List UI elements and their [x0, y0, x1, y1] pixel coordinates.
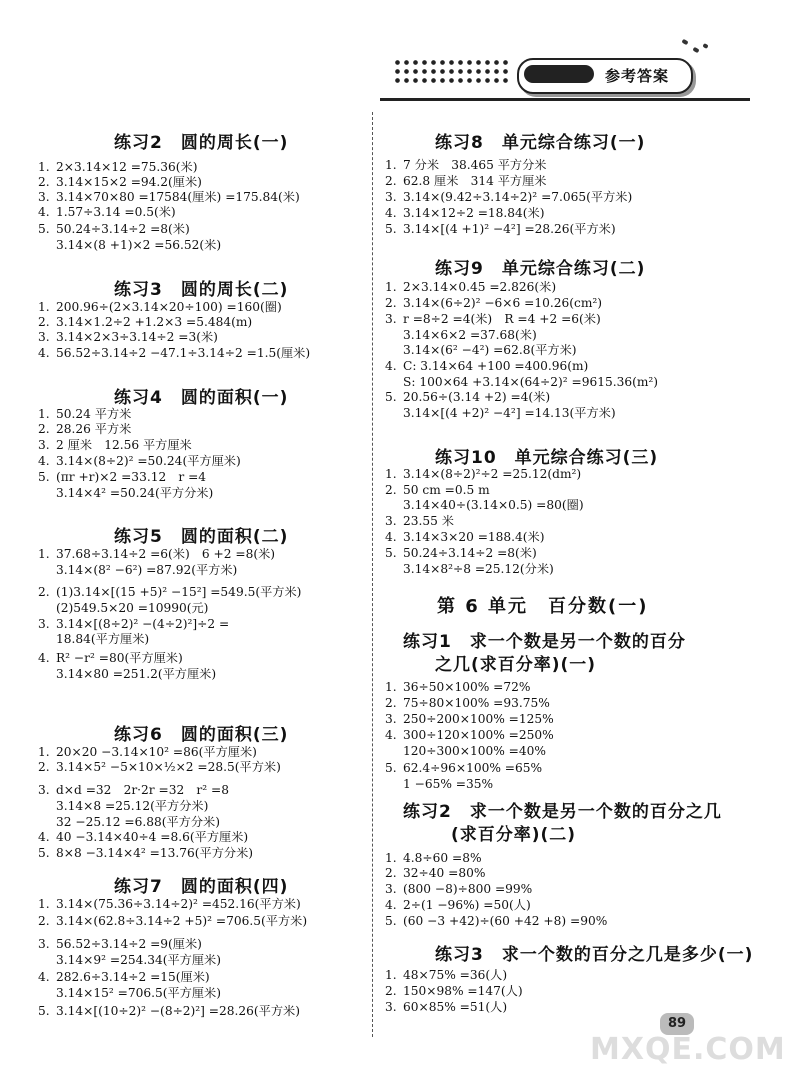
answer-line — [38, 914, 307, 929]
answer-text: (1)3.14×[(15 +5)² −15²] =549.5(平方米) — [56, 585, 302, 599]
answer-number: 4. — [38, 970, 50, 984]
answer-number: 3. — [38, 330, 50, 344]
answer-number: 1. — [38, 300, 50, 314]
answer-text: (800 −8)÷800 =99% — [403, 882, 533, 896]
watermark: MXQE.COM — [590, 1032, 786, 1067]
answer-text: 3.14×4² =50.24(平方分米) — [56, 486, 214, 500]
answer-number: 3. — [385, 190, 397, 204]
answer-number: 3. — [385, 712, 397, 726]
section-subtitle: (求百分率)(二) — [451, 825, 577, 845]
answer-text: 56.52÷3.14÷2 −47.1÷3.14÷2 =1.5(厘米) — [56, 346, 311, 360]
answer-line — [38, 585, 301, 600]
answer-number: 2. — [38, 585, 50, 599]
answer-line — [385, 206, 545, 221]
answer-line — [38, 953, 221, 968]
answer-line — [385, 530, 545, 545]
answer-number: 1. — [38, 547, 50, 561]
answer-text: d×d =32 2r·2r =32 r² =8 — [56, 783, 229, 797]
answer-number: 4. — [385, 728, 397, 742]
answer-text: 3.14×6×2 =37.68(米) — [403, 328, 537, 342]
answer-number: 4. — [385, 206, 397, 220]
answer-text: 3.14×(8² −6²) =87.92(平方米) — [56, 563, 238, 577]
answer-line — [385, 174, 546, 189]
answer-text: 282.6÷3.14÷2 =15(厘米) — [56, 970, 210, 984]
answer-line — [38, 205, 176, 220]
answer-line — [38, 970, 210, 985]
answer-line — [385, 562, 554, 577]
answer-text: 3.14×5² −5×10×½×2 =28.5(平方米) — [56, 760, 281, 774]
answer-line — [38, 651, 183, 666]
decorative-dot — [702, 43, 708, 49]
answer-number: 4. — [385, 530, 397, 544]
answer-text: 32÷40 =80% — [403, 866, 486, 880]
answer-text: 2÷(1 −96%) =50(人) — [403, 898, 531, 912]
answer-text: 3.14×(8÷2)² =50.24(平方厘米) — [56, 454, 241, 468]
answer-line — [385, 343, 577, 358]
answer-number: 5. — [38, 470, 50, 484]
answer-text: 3.14×[(4 +1)² −4²] =28.26(平方米) — [403, 222, 616, 236]
answer-text: 120÷300×100% =40% — [403, 744, 546, 758]
answer-text: 62.4÷96×100% =65% — [403, 761, 543, 775]
answer-text: 32 −25.12 =6.88(平方分米) — [56, 815, 220, 829]
answer-text: 18.84(平方厘米) — [56, 632, 150, 646]
answer-line — [38, 846, 253, 861]
answer-line — [385, 866, 485, 881]
answer-text: 4.8÷60 =8% — [403, 851, 482, 865]
answer-number: 5. — [385, 761, 397, 775]
answer-text: 50.24÷3.14÷2 =8(米) — [403, 546, 537, 560]
answer-line — [385, 851, 482, 866]
answer-text: 3.14×15² =706.5(平方厘米) — [56, 986, 221, 1000]
answer-number: 2. — [385, 174, 397, 188]
answer-number: 5. — [38, 846, 50, 860]
dot-pattern — [393, 58, 511, 86]
answer-text: C: 3.14×64 +100 =400.96(m) — [403, 359, 589, 373]
answer-line — [385, 328, 537, 343]
answer-number: 1. — [385, 467, 397, 481]
answer-text: (πr +r)×2 =33.12 r =4 — [56, 470, 207, 484]
answer-line — [385, 968, 507, 983]
answer-number: 2. — [385, 984, 397, 998]
answer-line — [385, 546, 537, 561]
answer-number: 5. — [385, 390, 397, 404]
answer-line — [385, 312, 601, 327]
answer-text: 2×3.14×12 =75.36(米) — [56, 160, 198, 174]
answer-text: 23.55 米 — [403, 514, 454, 528]
answer-number: 2. — [385, 296, 397, 310]
answer-line — [385, 280, 556, 295]
answer-text: 50.24÷3.14÷2 =8(米) — [56, 222, 190, 236]
answer-line — [38, 330, 218, 345]
section-title: 练习3 求一个数的百分之几是多少(一) — [435, 945, 754, 965]
answer-line — [38, 454, 241, 469]
page-number: 89 — [660, 1013, 694, 1035]
answer-line — [38, 238, 221, 253]
answer-line — [385, 914, 607, 929]
answer-text: 3.14×15×2 =94.2(厘米) — [56, 175, 202, 189]
answer-line — [385, 467, 581, 482]
answer-text: 2 厘米 12.56 平方厘米 — [56, 438, 192, 452]
answer-number: 4. — [38, 346, 50, 360]
answer-text: 36÷50×100% =72% — [403, 680, 531, 694]
answer-line — [385, 744, 546, 759]
answer-line — [385, 158, 546, 173]
answer-number: 1. — [385, 968, 397, 982]
answer-text: 50 cm =0.5 m — [403, 483, 490, 497]
answer-text: 3.14×(6÷2)² −6×6 =10.26(cm²) — [403, 296, 603, 310]
answer-number: 4. — [38, 830, 50, 844]
answer-line — [38, 986, 221, 1001]
answer-number: 5. — [385, 914, 397, 928]
answer-line — [38, 745, 257, 760]
section-title: 练习7 圆的面积(四) — [114, 877, 289, 897]
answer-text: 3.14×2×3÷3.14÷2 =3(米) — [56, 330, 218, 344]
answer-line — [38, 783, 229, 798]
answer-number: 3. — [38, 438, 50, 452]
answer-number: 1. — [385, 158, 397, 172]
answer-line — [38, 486, 213, 501]
answer-number: 5. — [385, 222, 397, 236]
answer-text: 37.68÷3.14÷2 =6(米) 6 +2 =8(米) — [56, 547, 276, 561]
answer-text: 3.14×1.2÷2 +1.2×3 =5.484(m) — [56, 315, 253, 329]
answer-text: 48×75% =36(人) — [403, 968, 508, 982]
answer-text: 2×3.14×0.45 =2.826(米) — [403, 280, 557, 294]
answer-text: 3.14×(9.42÷3.14÷2)² =7.065(平方米) — [403, 190, 633, 204]
answer-line — [385, 898, 531, 913]
answer-text: 3.14×9² =254.34(平方厘米) — [56, 953, 221, 967]
page-header — [0, 0, 750, 110]
decorative-dot — [692, 47, 699, 53]
answer-text: 3.14×3×20 =188.4(米) — [403, 530, 545, 544]
answer-text: S: 100×64 +3.14×(64÷2)² =9615.36(m²) — [403, 375, 659, 389]
answer-line — [385, 390, 550, 405]
answer-line — [385, 406, 616, 421]
answer-line — [385, 882, 532, 897]
section-subtitle: 之几(求百分率)(一) — [435, 655, 597, 675]
answer-line — [385, 514, 454, 529]
answer-text: 3.14×8 =25.12(平方分米) — [56, 799, 209, 813]
answer-text: 75÷80×100% =93.75% — [403, 696, 550, 710]
answer-number: 3. — [385, 312, 397, 326]
answer-number: 1. — [385, 680, 397, 694]
answer-line — [38, 315, 252, 330]
answer-text: R² −r² =80(平方厘米) — [56, 651, 183, 665]
answer-number: 5. — [38, 222, 50, 236]
answer-line — [385, 680, 530, 695]
section-title: 练习10 单元综合练习(三) — [435, 448, 659, 468]
answer-text: 3.14×[(10÷2)² −(8÷2)²] =28.26(平方米) — [56, 1004, 300, 1018]
answer-line — [385, 222, 616, 237]
answer-line — [38, 937, 202, 952]
unit-title: 第 6 单元 百分数(一) — [437, 596, 649, 617]
answer-text: 20×20 −3.14×10² =86(平方厘米) — [56, 745, 257, 759]
answer-number: 1. — [385, 851, 397, 865]
answer-line — [38, 547, 275, 562]
answer-line — [38, 407, 131, 422]
answer-text: 1.57÷3.14 =0.5(米) — [56, 205, 176, 219]
answer-number: 4. — [385, 359, 397, 373]
answer-number: 4. — [38, 205, 50, 219]
answer-line — [38, 563, 237, 578]
answer-number: 1. — [385, 280, 397, 294]
answer-text: 3.14×(6² −4²) =62.8(平方米) — [403, 343, 577, 357]
answer-text: 250÷200×100% =125% — [403, 712, 554, 726]
answer-text: 3.14×12÷2 =18.84(米) — [403, 206, 545, 220]
answer-line — [38, 897, 301, 912]
answer-line — [38, 222, 190, 237]
section-title: 练习2 圆的周长(一) — [114, 133, 289, 153]
answer-text: 150×98% =147(人) — [403, 984, 523, 998]
section-title: 练习9 单元综合练习(二) — [435, 259, 646, 279]
section-title: 练习4 圆的面积(一) — [114, 388, 289, 408]
section-title: 练习3 圆的周长(二) — [114, 280, 289, 300]
answer-line — [38, 760, 281, 775]
answer-line — [38, 799, 208, 814]
answer-number: 2. — [38, 315, 50, 329]
answer-line — [385, 761, 542, 776]
answer-line — [38, 830, 248, 845]
answer-text: 3.14×8²÷8 =25.12(分米) — [403, 562, 554, 576]
answer-text: 1 −65% =35% — [403, 777, 494, 791]
answer-text: 3.14×(8 +1)×2 =56.52(米) — [56, 238, 222, 252]
answer-text: 20.56÷(3.14 +2) =4(米) — [403, 390, 551, 404]
answer-line — [385, 483, 490, 498]
header-pill-dark — [524, 65, 594, 83]
answer-line — [385, 190, 632, 205]
answer-text: (60 −3 +42)÷(60 +42 +8) =90% — [403, 914, 608, 928]
answer-text: 40 −3.14×40÷4 =8.6(平方厘米) — [56, 830, 249, 844]
answer-number: 2. — [385, 866, 397, 880]
answer-text: 8×8 −3.14×4² =13.76(平方分米) — [56, 846, 254, 860]
answer-text: 3.14×[(4 +2)² −4²] =14.13(平方米) — [403, 406, 616, 420]
answer-text: 3.14×(75.36÷3.14÷2)² =452.16(平方米) — [56, 897, 301, 911]
answer-line — [38, 160, 198, 175]
answer-line — [38, 438, 192, 453]
answer-line — [38, 346, 310, 361]
answer-text: 7 分米 38.465 平方分米 — [403, 158, 547, 172]
answer-line — [385, 712, 554, 727]
answer-number: 2. — [385, 696, 397, 710]
decorative-dot — [681, 39, 688, 45]
answer-text: 3.14×(8÷2)²÷2 =25.12(dm²) — [403, 467, 582, 481]
answer-line — [38, 470, 206, 485]
answer-line — [38, 815, 220, 830]
answer-text: 56.52÷3.14÷2 =9(厘米) — [56, 937, 202, 951]
answer-text: 62.8 厘米 314 平方厘米 — [403, 174, 547, 188]
answer-number: 5. — [385, 546, 397, 560]
answer-text: r =8÷2 =4(米) R =4 +2 =6(米) — [403, 312, 601, 326]
answer-line — [38, 1004, 300, 1019]
answer-text: 3.14×[(8÷2)² −(4÷2)²]÷2 = — [56, 617, 230, 631]
answer-text: 3.14×40÷(3.14×0.5) =80(圈) — [403, 498, 584, 512]
answer-number: 4. — [38, 454, 50, 468]
answer-line — [385, 984, 523, 999]
answer-number: 2. — [38, 422, 50, 436]
answer-number: 3. — [38, 783, 50, 797]
answer-text: 200.96÷(2×3.14×20÷100) =160(圈) — [56, 300, 282, 314]
answer-text: 50.24 平方米 — [56, 407, 132, 421]
answer-number: 1. — [38, 745, 50, 759]
answer-text: 3.14×(62.8÷3.14÷2 +5)² =706.5(平方米) — [56, 914, 308, 928]
answer-number: 3. — [38, 190, 50, 204]
answer-number: 3. — [385, 1000, 397, 1014]
answer-text: 60×85% =51(人) — [403, 1000, 508, 1014]
section-title: 练习5 圆的面积(二) — [114, 527, 289, 547]
header-rule — [380, 98, 750, 101]
answer-text: 3.14×80 =251.2(平方厘米) — [56, 667, 217, 681]
answer-line — [38, 667, 216, 682]
answer-number: 2. — [38, 914, 50, 928]
answer-number: 5. — [38, 1004, 50, 1018]
answer-line — [385, 375, 658, 390]
section-title: 练习1 求一个数是另一个数的百分 — [403, 632, 686, 652]
answer-number: 3. — [38, 617, 50, 631]
answer-number: 3. — [385, 882, 397, 896]
section-title: 练习8 单元综合练习(一) — [435, 133, 646, 153]
answer-number: 3. — [38, 937, 50, 951]
answer-text: 28.26 平方米 — [56, 422, 132, 436]
answer-line — [38, 632, 149, 647]
answer-number: 2. — [385, 483, 397, 497]
column-divider — [372, 112, 373, 1037]
answer-line — [385, 296, 602, 311]
answer-line — [385, 498, 584, 513]
answer-number: 2. — [38, 760, 50, 774]
answer-text: 3.14×70×80 =17584(厘米) =175.84(米) — [56, 190, 300, 204]
answer-text: 300÷120×100% =250% — [403, 728, 554, 742]
section-title: 练习6 圆的面积(三) — [114, 725, 289, 745]
answer-text: (2)549.5×20 =10990(元) — [56, 601, 209, 615]
answer-number: 1. — [38, 160, 50, 174]
answer-number: 3. — [385, 514, 397, 528]
header-pill — [517, 58, 693, 94]
section-title: 练习2 求一个数是另一个数的百分之几 — [403, 802, 722, 822]
answer-line — [385, 696, 550, 711]
answer-number: 1. — [38, 897, 50, 911]
answer-number: 1. — [38, 407, 50, 421]
answer-line — [385, 728, 554, 743]
answer-line — [385, 1000, 507, 1015]
answer-line — [385, 359, 588, 374]
answer-line — [385, 777, 493, 792]
answer-number: 4. — [385, 898, 397, 912]
answer-line — [38, 601, 208, 616]
answer-line — [38, 617, 229, 632]
answer-line — [38, 190, 300, 205]
answer-line — [38, 175, 202, 190]
answer-number: 2. — [38, 175, 50, 189]
answer-number: 4. — [38, 651, 50, 665]
answer-line — [38, 422, 131, 437]
answer-line — [38, 300, 282, 315]
header-title: 参考答案 — [605, 67, 670, 85]
